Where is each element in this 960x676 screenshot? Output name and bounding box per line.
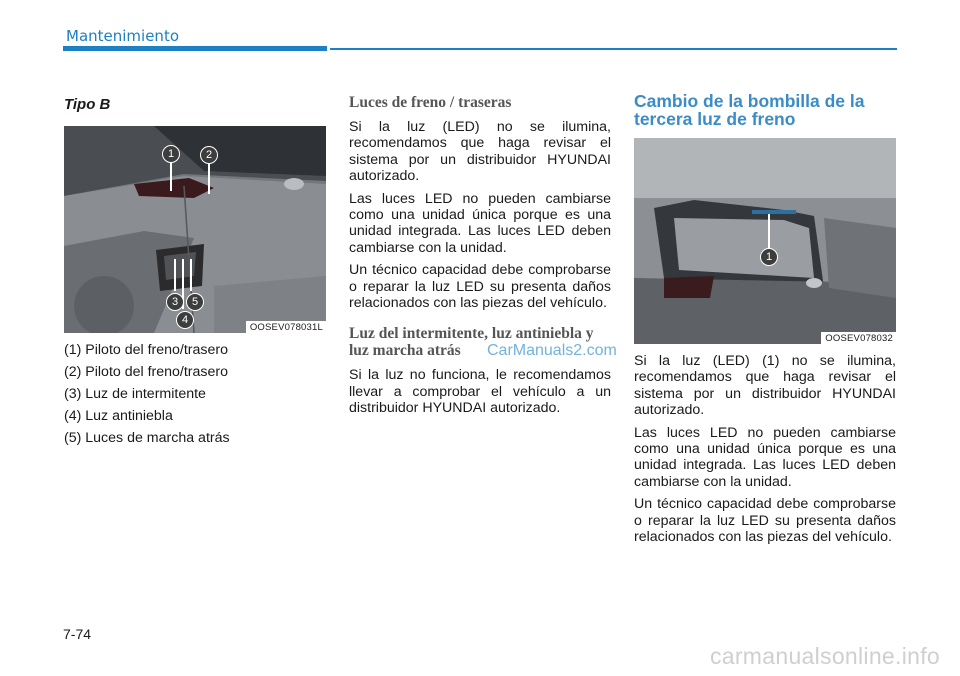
paragraph: Si la luz (LED) no se ilumina, recomendamos que haga revisar el sistema por un distribuidor HYUNDAI autorizado.	[349, 119, 611, 185]
middle-column	[349, 90, 611, 423]
type-subtitle: Tipo B	[64, 96, 111, 113]
list-item: (3) Luz de intermitente	[64, 386, 206, 402]
brake-tail-heading: Luces de freno / traseras	[349, 94, 512, 111]
paragraph: Un técnico capacidad debe comprobarse o reparar la luz LED su presenta daños relacionados con las piezas del vehículo.	[634, 496, 896, 546]
third-brake-illustration	[634, 138, 896, 344]
paragraph: Si la luz no funciona, le recomendamos llevar a comprobar el vehículo a un distribuidor HYUNDAI autorizado.	[349, 367, 611, 417]
section-title: Mantenimiento	[66, 27, 179, 45]
list-item: (5) Luces de marcha atrás	[64, 430, 230, 446]
callout-5: 5	[186, 293, 204, 311]
paragraph: Un técnico capacidad debe comprobarse o reparar la luz LED su presenta daños relacionados con las piezas del vehículo.	[349, 262, 611, 312]
callout-line-third	[768, 214, 770, 248]
left-column	[64, 90, 326, 449]
third-brake-heading: Cambio de la bombilla de la tercera luz de freno	[634, 91, 865, 129]
callout-3: 3	[166, 293, 184, 311]
header-rule-thin	[330, 48, 897, 50]
turn-fog-reverse-heading: Luz del intermitente, luz antiniebla y luz marcha atrás	[349, 325, 594, 360]
callout-line-3	[174, 259, 176, 291]
third-brake-photo	[634, 138, 896, 344]
list-item: (2) Piloto del freno/trasero	[64, 364, 229, 380]
page-number: 7-74	[63, 626, 92, 642]
lamp-list	[64, 339, 326, 449]
callout-4: 4	[176, 311, 194, 329]
paragraph: Las luces LED no pueden cambiarse como una unidad única porque es una unidad integrada. Las luces LED deben cambiarse con la unidad.	[349, 190, 611, 256]
callout-line-2	[208, 164, 210, 194]
list-item: (1) Piloto del freno/trasero	[64, 342, 229, 358]
image-code: OOSEV078031L	[246, 321, 326, 333]
list-item: (4) Luz antiniebla	[64, 408, 173, 424]
header-rule-thick	[63, 46, 327, 51]
callout-1: 1	[162, 145, 180, 163]
watermark: CarManuals2.com	[487, 342, 617, 359]
callout-2: 2	[200, 146, 218, 164]
rear-lamp-photo	[64, 126, 326, 333]
callout-third-1: 1	[760, 248, 778, 266]
footer-watermark: carmanualsonline.info	[709, 643, 940, 669]
paragraph: Las luces LED no pueden cambiarse como una unidad única porque es una unidad integrada. Las luces LED deben cambiarse con la unidad.	[634, 424, 896, 490]
callout-line-1	[170, 163, 172, 191]
image-code: OOSEV078032	[821, 332, 896, 344]
paragraph: Si la luz (LED) (1) no se ilumina, recomendamos que haga revisar el sistema por un distribuidor HYUNDAI autorizado.	[634, 353, 896, 419]
callout-line-5	[190, 259, 192, 291]
right-column	[634, 90, 896, 551]
